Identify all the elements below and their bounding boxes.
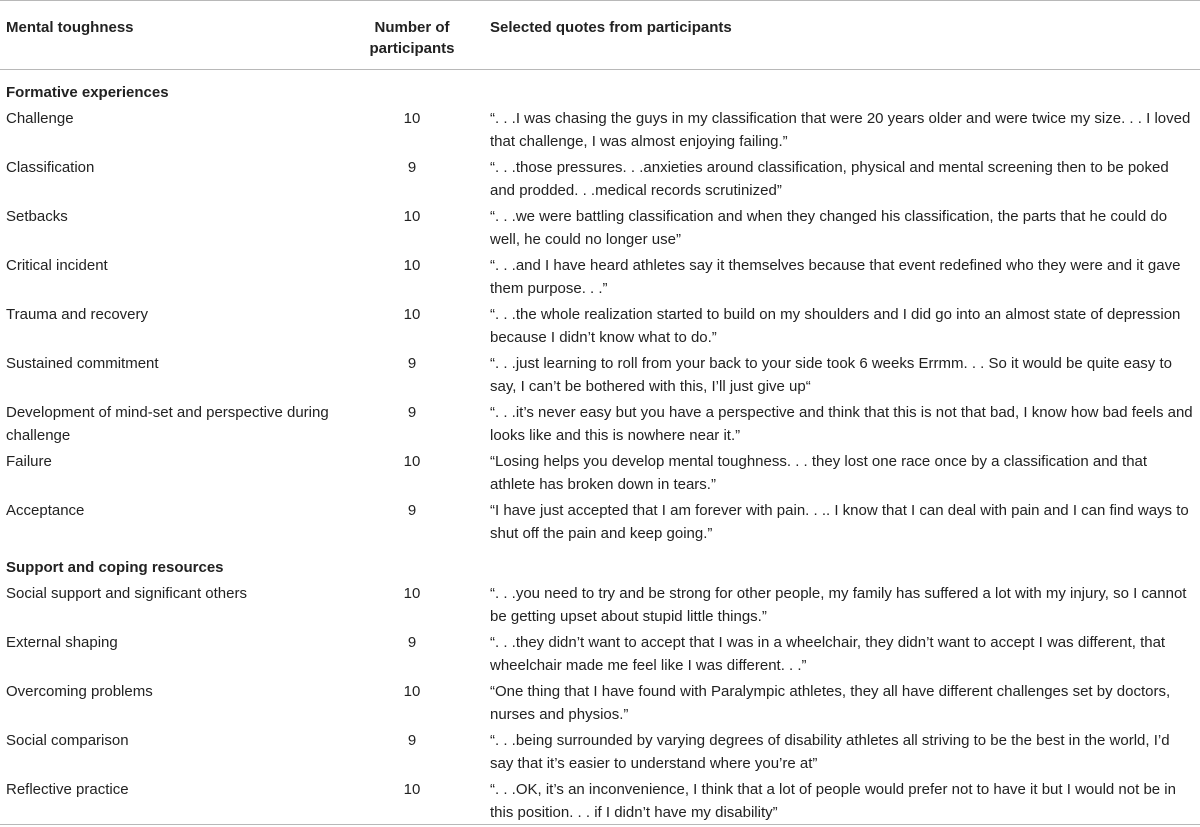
- row-quote: “. . .we were battling classification and when they changed his classification, the parts that he could do well, he could no longer use”: [490, 208, 1168, 248]
- row-quote: “. . .it’s never easy but you have a perspective and think that this is not that bad, I know how bad feels and looks like and this is nowhere near it.”: [490, 404, 1193, 444]
- table-body: [0, 70, 1200, 825]
- row-participant-count: 10: [403, 585, 421, 602]
- table-header: [0, 1, 1200, 70]
- section-title: Formative experiences: [6, 84, 169, 101]
- row-category-label: Setbacks: [6, 208, 68, 225]
- section-title: Support and coping resources: [6, 559, 224, 576]
- table-row: [0, 300, 1200, 349]
- row-participant-count: 10: [403, 306, 421, 323]
- row-quote: “. . .I was chasing the guys in my classification that were 20 years older and were twice my size. . . I loved that challenge, I was almost enjoying failing.”: [490, 110, 1191, 150]
- row-category-label: Failure: [6, 453, 52, 470]
- table-row: [0, 398, 1200, 447]
- row-quote: “. . .OK, it’s an inconvenience, I think that a lot of people would prefer not to have it but I would not be in this position. . . if I didn’t have my disability”: [490, 781, 1176, 821]
- row-quote: “. . .they didn’t want to accept that I was in a wheelchair, they didn’t want to accept I was different, that wheelchair made me feel like I was different. . .”: [490, 634, 1166, 674]
- row-quote: “. . .being surrounded by varying degrees of disability athletes all striving to be the best in the world, I’d say that it’s easier to understand where you’re at”: [490, 732, 1170, 772]
- row-category-label: Social comparison: [6, 732, 129, 749]
- row-quote: “One thing that I have found with Paralympic athletes, they all have different challenges set by doctors, nurses and physios.”: [490, 683, 1171, 723]
- header-selected-quotes: Selected quotes from participants: [490, 19, 732, 36]
- row-category-label: Critical incident: [6, 257, 108, 274]
- row-category-label: Development of mind-set and perspective during challenge: [6, 404, 329, 444]
- section-header-row: [0, 70, 1200, 105]
- row-quote: “. . .you need to try and be strong for other people, my family has suffered a lot with my injury, so I cannot be getting upset about stupid little things.”: [490, 585, 1187, 625]
- row-category-label: Challenge: [6, 110, 74, 127]
- row-participant-count: 10: [403, 110, 421, 127]
- row-participant-count: 10: [403, 683, 421, 700]
- header-row: [0, 1, 1200, 70]
- row-participant-count: 10: [403, 257, 421, 274]
- row-category-label: Reflective practice: [6, 781, 129, 798]
- table-row: [0, 153, 1200, 202]
- header-number-of-participants: Number of participants: [369, 19, 455, 57]
- row-category-label: External shaping: [6, 634, 118, 651]
- table-row: [0, 447, 1200, 496]
- table-row: [0, 202, 1200, 251]
- row-category-label: Social support and significant others: [6, 585, 247, 602]
- row-quote: “. . .those pressures. . .anxieties around classification, physical and mental screening then to be poked and prodded. . .medical records scrutinized”: [490, 159, 1169, 199]
- section-header-row: [0, 545, 1200, 579]
- row-category-label: Trauma and recovery: [6, 306, 149, 323]
- row-category-label: Acceptance: [6, 502, 85, 519]
- row-participant-count: 9: [407, 404, 417, 421]
- row-participant-count: 10: [403, 453, 421, 470]
- table-row: [0, 628, 1200, 677]
- table-row: [0, 349, 1200, 398]
- row-category-label: Classification: [6, 159, 95, 176]
- row-category-label: Sustained commitment: [6, 355, 159, 372]
- row-quote: “I have just accepted that I am forever with pain. . .. I know that I can deal with pain and I can find ways to shut off the pain and keep going.”: [490, 502, 1189, 542]
- header-mental-toughness: Mental toughness: [6, 19, 134, 36]
- table-row: [0, 251, 1200, 300]
- table-row: [0, 496, 1200, 545]
- row-participant-count: 9: [407, 502, 417, 519]
- row-participant-count: 10: [403, 781, 421, 798]
- table-row: [0, 775, 1200, 825]
- row-participant-count: 10: [403, 208, 421, 225]
- row-quote: “. . .the whole realization started to build on my shoulders and I did go into an almost state of depression because I didn’t know what to do.”: [490, 306, 1181, 346]
- table-row: [0, 104, 1200, 153]
- row-participant-count: 9: [407, 355, 417, 372]
- row-quote: “. . .just learning to roll from your back to your side took 6 weeks Errmm. . . So it would be quite easy to say, I can’t be bothered with this, I’ll just give up“: [490, 355, 1172, 395]
- table-row: [0, 726, 1200, 775]
- row-participant-count: 9: [407, 732, 417, 749]
- row-quote: “. . .and I have heard athletes say it themselves because that event redefined who they were and it gave them purpose. . .”: [490, 257, 1181, 297]
- table-row: [0, 579, 1200, 628]
- row-category-label: Overcoming problems: [6, 683, 153, 700]
- row-participant-count: 9: [407, 159, 417, 176]
- row-quote: “Losing helps you develop mental toughness. . . they lost one race once by a classification and that athlete has broken down in tears.”: [490, 453, 1148, 493]
- table-row: [0, 677, 1200, 726]
- row-participant-count: 9: [407, 634, 417, 651]
